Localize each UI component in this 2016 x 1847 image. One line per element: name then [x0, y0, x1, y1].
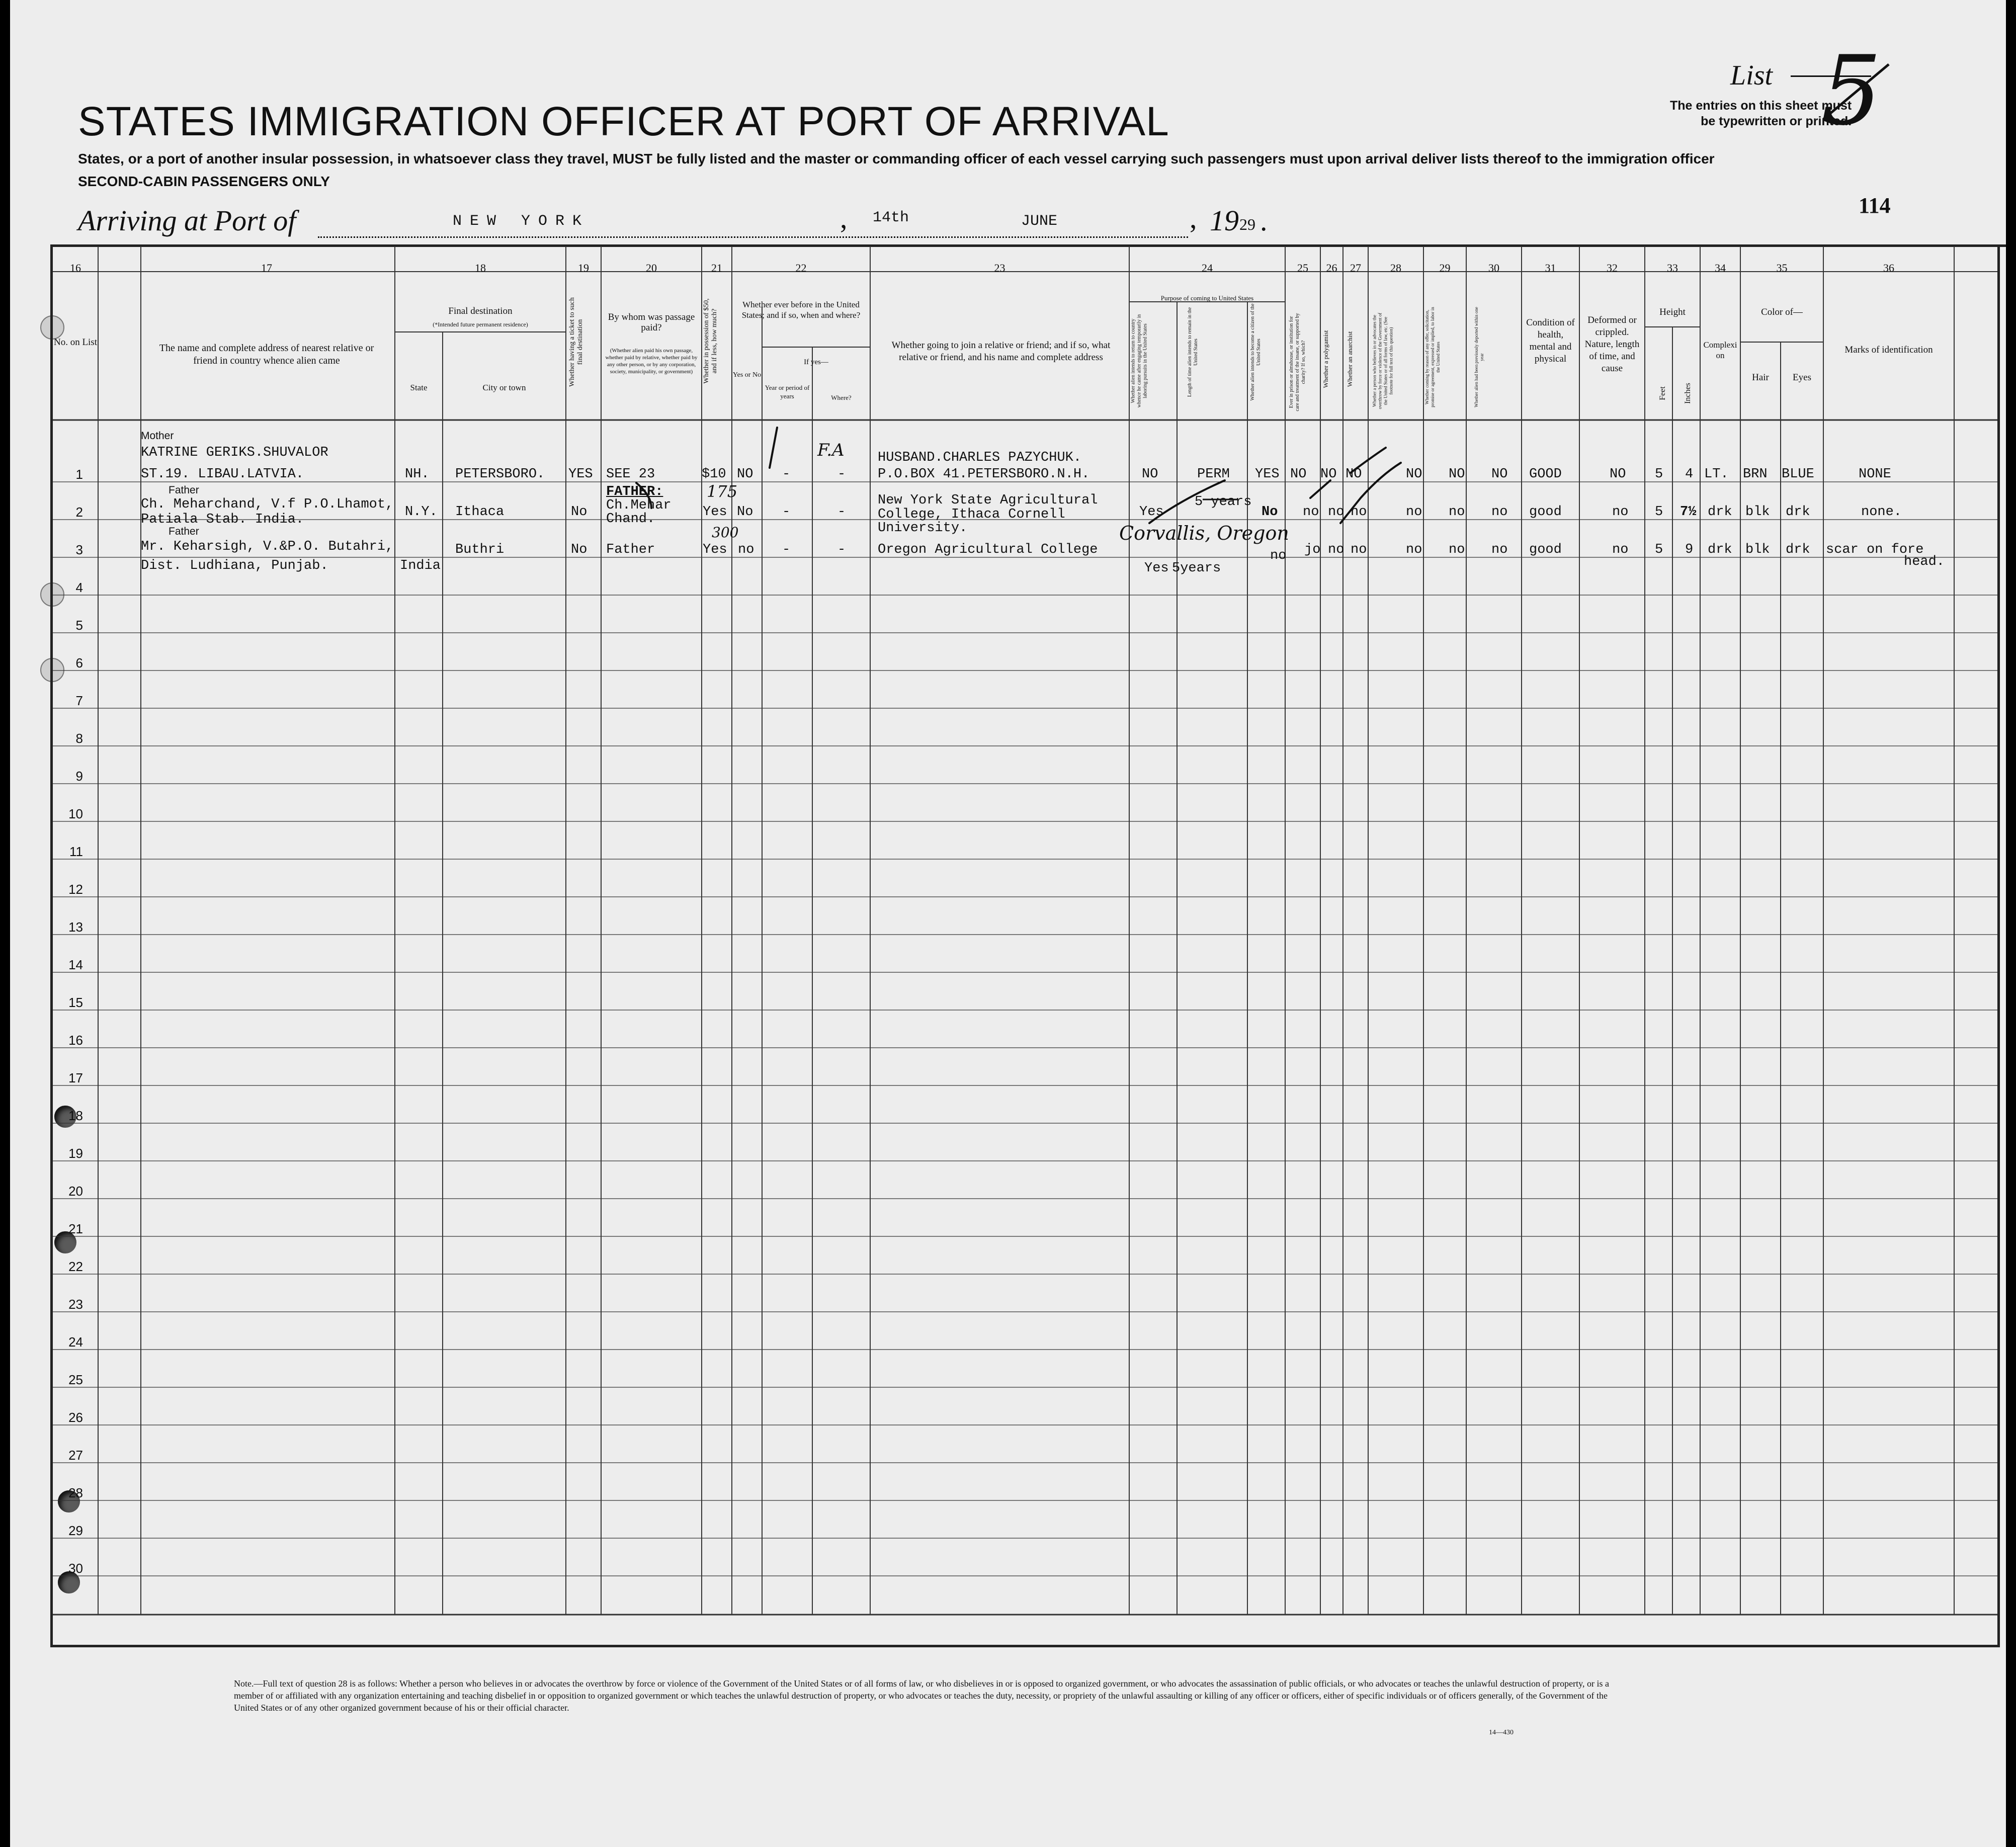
row-number: 10 [68, 806, 83, 821]
col-number: 24 [1202, 262, 1213, 274]
entry1-health: GOOD [1529, 467, 1562, 482]
row-number: 17 [68, 1070, 83, 1085]
col23-heading: Whether going to join a relative or friend; and if so, what relative or friend, and his name and complete address [891, 340, 1111, 363]
col-number: 36 [1883, 262, 1894, 274]
entry2-state: N.Y. [405, 505, 438, 520]
col16-heading: No. on List [53, 337, 98, 348]
row-number: 29 [68, 1523, 83, 1538]
col31-heading: Condition of health, mental and physical [1526, 317, 1575, 364]
entry3-before-years: - [782, 542, 791, 557]
col18-city-heading: City or town [482, 383, 526, 392]
entry1-deported: NO [1491, 467, 1508, 482]
col-number: 30 [1488, 262, 1499, 274]
entry3-relation: Father [169, 526, 199, 537]
entry2-relative-address: Patiala Stab. India. [141, 512, 304, 527]
col-number: 19 [578, 262, 589, 274]
col24b-heading: Length of time alien intends to remain in the United States [1187, 307, 1199, 397]
col33-heading: Height [1659, 307, 1686, 317]
row-number: 9 [75, 769, 83, 784]
row-number: 27 [68, 1448, 83, 1463]
entry2-hair: blk [1745, 505, 1770, 520]
row1-initials: F.A [817, 440, 845, 460]
entry2-citizen: No [1262, 505, 1278, 520]
entry3-return: Yes [1144, 561, 1169, 576]
entry3-before-yes-no: no [738, 542, 754, 557]
row-number: 4 [75, 580, 83, 595]
entry3-money: Yes [703, 542, 727, 557]
entry2-length: 5 years [1195, 494, 1252, 510]
form-code: 14—430 [1489, 1729, 1514, 1736]
entry1-paid-by: SEE 23 [606, 467, 655, 482]
entry3-anarchist: no [1351, 542, 1367, 557]
row-number: 22 [68, 1259, 83, 1274]
entry2-joining-3: University. [878, 521, 968, 536]
entry3-city: Buthri [455, 542, 505, 557]
col22-period-heading: Year or period of years [765, 384, 810, 400]
col22-yes-no-heading: Yes or No [732, 371, 762, 379]
manifest-table [50, 246, 2000, 1647]
entry3-relative-name: Mr. Keharsigh, V.&P.O. Butahri, [141, 539, 394, 554]
entry2-inches: 7½ [1680, 505, 1697, 520]
row-number: 12 [68, 882, 83, 897]
col-number: 29 [1439, 262, 1451, 274]
footnote: Note.—Full text of question 28 is as follows: Whether a person who believes in or advocates the overthrow by force or violence of the Government of the United States or of all forms of law, or who disbelieves in or is opposed to organized government, or who advocates the assassination of public officials, or who advocates or teaches the unlawful destruction of property, or is a member of or affiliated with any organization entertaining and teaching disbelief in or opposition to organized government or which teaches the unlawful destruction of property, or who advocates or teaches the duty, necessity, or propriety of the unlawful assaulting or killing of any officer or officers, either of specific individuals or of officers generally, of the Government of the United States or of any other organized government because of his or their official character. [234, 1678, 1609, 1713]
row-number: 5 [75, 618, 83, 633]
entry1-joining-name: HUSBAND.CHARLES PAZYCHUK. [878, 450, 1082, 465]
entry1-marks: NONE [1859, 467, 1891, 482]
list-label: List [1730, 60, 1773, 91]
arrival-month: JUNE [1021, 213, 1058, 230]
entry1-length: PERM [1197, 467, 1230, 482]
entry3-paid-by: Father [606, 542, 655, 557]
entry1-joining-address: P.O.BOX 41.PETERSBORO.N.H. [878, 467, 1090, 482]
row-number: 2 [75, 505, 83, 520]
entry1-city: PETERSBORO. [455, 467, 545, 482]
entry1-labor: NO [1449, 467, 1465, 482]
entry3-feet: 5 [1655, 542, 1663, 557]
entry3-labor: no [1449, 542, 1465, 557]
entry3-before-where: - [837, 542, 846, 557]
entry2-deported: no [1491, 505, 1508, 520]
row-number: 18 [68, 1108, 83, 1123]
col22-where-heading: Where? [831, 394, 852, 401]
entry2-deformed: no [1612, 505, 1629, 520]
col-number: 22 [795, 262, 807, 274]
entry1-prison: NO [1290, 467, 1307, 482]
entry1-feet: 5 [1655, 467, 1663, 482]
entry3-inches: 9 [1685, 542, 1694, 557]
col18-heading: Final destination [448, 306, 513, 316]
entry3-polygamist: no [1328, 542, 1345, 557]
entry1-relative-name: KATRINE GERIKS.SHUVALOR [141, 445, 328, 460]
col-number: 25 [1297, 262, 1308, 274]
col-number: 21 [711, 262, 722, 274]
list-note-line2: be typewritten or printed. [1701, 114, 1852, 128]
col-number: 23 [994, 262, 1005, 274]
entry2-anarchist: no [1351, 505, 1367, 520]
entry1-eyes: BLUE [1782, 467, 1814, 482]
entry1-hair: BRN [1743, 467, 1768, 482]
col33-inches-heading: Inches [1684, 383, 1692, 404]
arrival-year-suffix: 29 [1239, 215, 1255, 233]
entry1-citizen: YES [1255, 467, 1280, 482]
col-number: 27 [1350, 262, 1361, 274]
row-number: 3 [75, 542, 83, 557]
row-number: 30 [68, 1561, 83, 1576]
row-number: 21 [68, 1221, 83, 1236]
entry3-state: India [400, 558, 441, 573]
row-number: 7 [75, 693, 83, 708]
col29-heading: Whether coming by reason of any offer, solicitation, promise or agreement, expressed or implied, to labor in the United States [1424, 307, 1441, 407]
entry2-overthrow: no [1406, 505, 1422, 520]
entry2-before-yes-no: No [737, 505, 753, 520]
row-number: 16 [68, 1033, 83, 1048]
row-number: 6 [75, 655, 83, 670]
page-number: 114 [1859, 193, 1891, 218]
col24a-heading: Whether alien intends to return to country whence he came after engaging temporarily in laboring pursuits in the United States [1130, 314, 1148, 408]
col-number: 32 [1607, 262, 1618, 274]
entry3-length: 5years [1172, 561, 1221, 576]
col17-heading: The name and complete address of nearest relative or friend in country whence alien came [159, 343, 374, 366]
entry1-deformed: NO [1610, 467, 1626, 482]
entry1-before-where: - [837, 467, 846, 482]
entry3-citizen: no [1270, 548, 1287, 563]
entry2-joining-2: College, Ithaca Cornell [878, 507, 1065, 522]
list-note-line1: The entries on this sheet must [1670, 99, 1852, 113]
col-number: 33 [1667, 262, 1678, 274]
entry3-marks-2: head. [1904, 554, 1945, 569]
entry2-paid-by-2: Ch.Mehar [606, 498, 671, 513]
list-number: 5 [1821, 35, 1882, 146]
col18-note: (*Intended future permanent residence) [433, 321, 528, 328]
entry2-return: Yes [1139, 505, 1164, 520]
col20-note: (Whether alien paid his own passage, whether paid by relative, whether paid by any other person, or by any corporation, society, municipality, or government) [605, 348, 698, 375]
col24c-heading: Whether alien intends to become a citizen of the United States [1250, 303, 1262, 401]
entry2-paid-by-1: FATHER: [606, 484, 663, 499]
entry3-marks-1: scar on fore [1826, 542, 1924, 557]
entry1-return: NO [1142, 467, 1158, 482]
entry1-state: NH. [405, 467, 430, 482]
arriving-line [318, 236, 1188, 238]
entry3-complexion: drk [1708, 542, 1732, 557]
entry2-money: Yes [703, 505, 727, 520]
col22-if-yes-heading: If yes— [804, 358, 828, 366]
col34-heading: Complexion [1703, 340, 1737, 360]
entry2-prison: no [1303, 505, 1319, 520]
col-number: 35 [1776, 262, 1788, 274]
row-number: 24 [68, 1334, 83, 1350]
entry3-deported: no [1491, 542, 1508, 557]
col36-heading: Marks of identification [1844, 345, 1933, 355]
row-number: 8 [75, 731, 83, 746]
col25-heading: Ever in prison or almshouse, or institution for care and treatment of the insane, or supported by charity? If so, which? [1289, 313, 1306, 411]
entry2-labor: no [1449, 505, 1465, 520]
col21-heading: Whether in possession of $50, and if less, how much? [703, 298, 718, 384]
entry2-ticket: No [571, 505, 587, 520]
entry1-ticket: YES [568, 467, 593, 482]
entry2-health: good [1529, 505, 1562, 520]
row-number: 1 [75, 467, 83, 482]
entry2-feet: 5 [1655, 505, 1663, 520]
entry2-marks: none. [1861, 505, 1902, 520]
entry1-polygamist: NO [1320, 467, 1337, 482]
entry2-money-amount: 175 [707, 482, 738, 501]
col30-heading: Whether alien had been previously deported within one year [1474, 307, 1484, 407]
col-number: 31 [1545, 262, 1556, 274]
entry2-complexion: drk [1708, 505, 1732, 520]
row-number: 11 [69, 844, 83, 859]
row-number: 13 [68, 919, 83, 935]
entry2-paid-by-3: Chand. [606, 512, 655, 527]
col-number: 20 [646, 262, 657, 274]
row-number: 25 [68, 1372, 83, 1387]
col-number: 17 [261, 262, 272, 274]
col18-state-heading: State [410, 383, 428, 392]
entry1-relation: Mother [141, 430, 174, 442]
col28-heading: Whether a person who believes in or advocates the overthrow by force or violence of the Government of the United States or of all forms of law, etc. (See footnote for full text of this question) [1372, 312, 1394, 409]
entry3-relative-address: Dist. Ludhiana, Punjab. [141, 558, 328, 573]
arrival-day: 14th [873, 209, 909, 226]
col27-heading: Whether an anarchist [1346, 331, 1354, 387]
entry3-eyes: drk [1786, 542, 1810, 557]
entry2-before-where: - [837, 505, 846, 520]
entry3-joining-city: Corvallis, Oregon [1119, 522, 1289, 544]
col32-heading: Deformed or crippled. Nature, length of time, and cause [1584, 315, 1640, 374]
list-note [1670, 98, 1852, 129]
arrival-year-prefix: 19 [1210, 204, 1239, 237]
cabin-class: SECOND-CABIN PASSENGERS ONLY [78, 174, 330, 189]
entry3-overthrow: no [1406, 542, 1422, 557]
col33-feet-heading: Feet [1658, 386, 1667, 400]
entry3-ticket: No [571, 542, 587, 557]
col-number: 26 [1326, 262, 1337, 274]
entry1-complexion: LT. [1704, 467, 1729, 482]
col19-heading: Whether having a ticket to such final destination [568, 297, 584, 387]
entry1-anarchist: NO [1346, 467, 1362, 482]
col20-heading: By whom was passage paid? [608, 312, 695, 333]
entry3-deformed: no [1612, 542, 1629, 557]
form-notice: States, or a port of another insular possession, in whatsoever class they travel, MUST be fully listed and the master or commanding officer of each vessel carrying such passengers must upon arrival deliver lists thereof to the immigration officer [78, 151, 1715, 166]
entry3-joining: Oregon Agricultural College [878, 542, 1098, 557]
entry3-health: good [1529, 542, 1562, 557]
entry2-city: Ithaca [455, 505, 505, 520]
entry1-inches: 4 [1685, 467, 1694, 482]
entry2-before-years: - [782, 505, 791, 520]
entry2-polygamist: no [1328, 505, 1345, 520]
entry3-hair: blk [1745, 542, 1770, 557]
entry2-relation: Father [169, 484, 199, 496]
manifest-sheet: STATES IMMIGRATION OFFICER AT PORT OF ARRIVAL States, or a port of another insular possession, in whatsoever class they travel, MUST be fully listed and the master or commanding officer of each vessel carrying such passengers must upon arrival deliver lists thereof to the immigration officer SECOND-CABIN PASSENGERS ONLY List 5 The entries on this sheet must be typewritten or printed. Arriving at Port of NEW YORK , 14th JUNE , 19 29 . 114 16 17 18 19 20 21 22 23 24 25 26 27 28 29 30 31 32 33 34 35 36 No. on List The name and complete address of nearest relative or friend in country whence alien came Final destination (*Intended future permanent residence) State City or town Whether having a ticket to such final destination By whom was passage paid? (Whether alien paid his own passage, whether paid by relative, whether paid by any other person, or by any corporation, society, municipality, or government) Whether in possession of $50, and if less, how much? Whether ever before in the United States; and if so, when and where? Yes or No If yes— Year or period of years Where? Whether going to join a relative or friend; and if so, what relative or friend, and his name and complete address Purpose of coming to United States Whether alien intends to return to country whence he came after engaging temporarily in laboring pursuits in the United States Length of time alien intends to remain in the United States Whether alien intends to become a citizen of the United States Ever in prison or almshouse, or institution for care and treatment of the insane, or supported by charity? If so, which? Whether a polygamist Whether an anarchist Whether a person who believes in or advocates the overthrow by force or violence of the Government of the United States or of all forms of law, etc. (See footnote for full text of this question) Whether coming by reason of any offer, solicitation, promise or agreement, expressed or implied, to labor in the United States Whether alien had been previously deported within one year Condition of health, mental and physical Deformed or crippled. Nature, length of time, and cause Height Feet Inches Complexion Color of— Hair Eyes Marks of identification 1 2 3 4 5 6 7 8 9 10 11 12 13 14 15 16 17 18 19 20 21 22 23 24 25 26 27 28 29 30 Mother KATRINE GERIKS.SHUVALOR ST.19. LIBAU.LATVIA. NH. PETERSBORO. YES SEE 23 $10 NO - - HUSBAND.CHARLES PAZYCHUK. P.O.BOX 41.PETERSBORO.N.H. NO PERM YES NO NO NO NO NO NO GOOD NO 5 4 LT. BRN BLUE NONE Father Ch. Meharchand, V.f P.O.Lhamot, Patiala Stab. India. N.Y. Ithaca No FATHER: Ch.Mehar Chand. 175 Yes No - - New York State Agricultural College, Ithaca Cornell University. Yes 5 years No no no no no no no good no 5 7½ drk blk drk none. Father Mr. Keharsigh, V.&P.O. Butahri, Dist. Ludhiana, Punjab. India Buthri No Father 300 Yes no - - Corvallis, Oregon Oregon Agricultural College Yes 5years no jo no no no no no good no 5 9 drk blk drk scar on fore head. F.A Note.—Full text of question 28 is as follows: Whether a person who believes in or advocates the overthrow by force or violence of the Government of the United States or of all forms of law, or who disbelieves in or is opposed to organized government, or who advocates the assassination of public officials, or who advocates or teaches the unlawful destruction of property, or is a member of or affiliated with any organization entertaining and teaching disbelief in or opposition to organized government or which teaches the unlawful destruction of property, or who advocates or teaches the duty, necessity, or propriety of the unlawful assaulting or killing of any officer or officers, either of specific individuals or of officers generally, of the Government of the United States or of any other organized government because of his or their official character. 14—430 [10, 0, 2006, 1847]
entry2-joining-1: New York State Agricultural [878, 493, 1098, 508]
arriving-label: Arriving at Port of [78, 204, 296, 237]
arrival-port: NEW YORK [453, 213, 590, 230]
entry2-relative-name: Ch. Meharchand, V.f P.O.Lhamot, [141, 497, 394, 512]
col26-heading: Whether a polygamist [1322, 330, 1329, 388]
row-number: 23 [68, 1297, 83, 1312]
entry1-money: $10 [702, 467, 726, 482]
col-number: 28 [1390, 262, 1401, 274]
col-number: 34 [1715, 262, 1726, 274]
col35-hair-heading: Hair [1752, 372, 1769, 383]
entry3-money-amount: 300 [712, 524, 739, 541]
entry1-overthrow: NO [1406, 467, 1422, 482]
col-number: 16 [70, 262, 81, 274]
col24-heading: Purpose of coming to United States [1160, 294, 1254, 302]
entry3-prison: jo [1304, 542, 1321, 557]
entry1-before-years: - [782, 467, 791, 482]
row-number: 15 [68, 995, 83, 1010]
row-number: 26 [68, 1410, 83, 1425]
row-number: 19 [68, 1146, 83, 1161]
col35-heading: Color of— [1761, 307, 1803, 317]
row-number: 20 [68, 1184, 83, 1199]
row-number: 28 [68, 1485, 83, 1500]
col22-heading: Whether ever before in the United States; and if so, when and where? [741, 300, 861, 320]
entry2-eyes: drk [1786, 505, 1810, 520]
col-number: 18 [475, 262, 486, 274]
row-number: 14 [68, 957, 83, 972]
entry1-before-yes-no: NO [737, 467, 753, 482]
entry1-relative-address: ST.19. LIBAU.LATVIA. [141, 467, 304, 482]
form-title: STATES IMMIGRATION OFFICER AT PORT OF ARRIVAL [78, 99, 1169, 144]
col35-eyes-heading: Eyes [1793, 372, 1811, 383]
